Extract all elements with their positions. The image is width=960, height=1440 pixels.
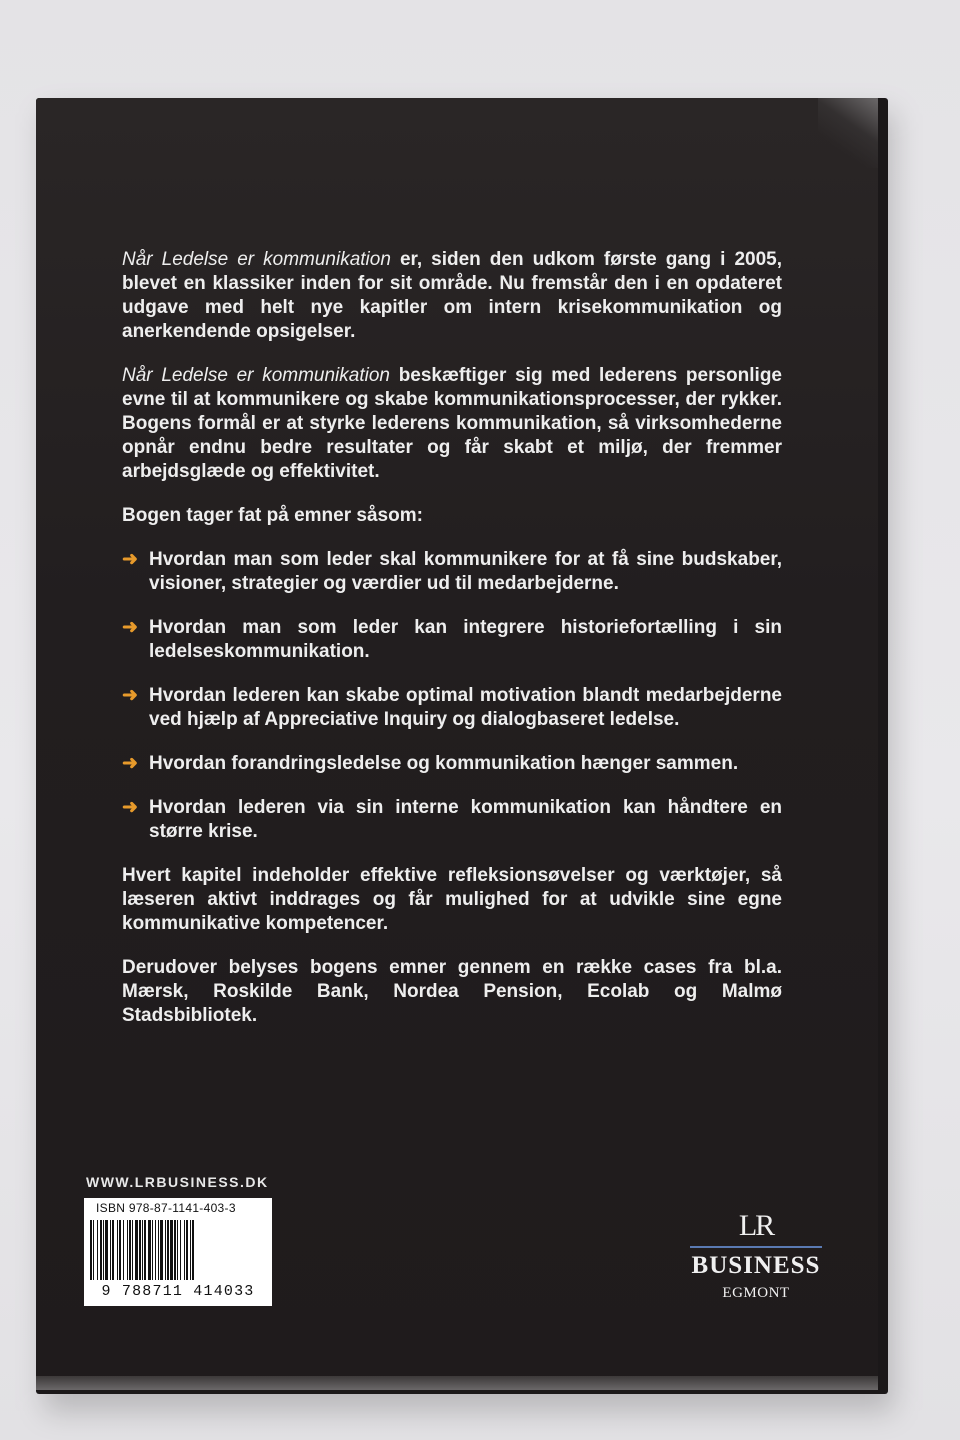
blurb-paragraph-3: Hvert kapitel indeholder effektive refleksionsøvelser og værktøjer, så læseren aktivt inddrages og får mulighed for at udvikle sine egne kommunikative kompetencer.: [122, 865, 782, 934]
blurb-paragraph-2: [122, 364, 782, 484]
publisher-website: WWW.LRBUSINESS.DK: [86, 1174, 269, 1190]
topics-intro: Bogen tager fat på emner såsom:: [122, 505, 423, 526]
arrow-icon: ➜: [122, 549, 138, 570]
arrow-icon: ➜: [122, 617, 138, 638]
blurb-text: [122, 248, 782, 1048]
ean-digits: 9 788711 414033: [101, 1283, 255, 1300]
topic-item: [122, 616, 782, 664]
blurb-paragraph-1: [122, 248, 782, 344]
topic-item: [122, 684, 782, 732]
topic-item: [122, 796, 782, 844]
arrow-icon: ➜: [122, 753, 138, 774]
barcode-icon: [88, 1220, 268, 1282]
back-cover: [36, 98, 878, 1376]
topic-text: Hvordan forandringsledelse og kommunikation hænger sammen.: [149, 753, 739, 774]
publisher-name: BUSINESS: [691, 1252, 821, 1279]
arrow-icon: ➜: [122, 685, 138, 706]
blurb-paragraph-1-text: er, siden den udkom første gang i 2005, blevet en klassiker inden for sit område. Nu fremstår den i en opdateret udgave med helt nye kapitler om intern krisekommunikation og anerkendende opsigelser.: [122, 249, 782, 342]
isbn-text: ISBN 978-87-1141-403-3: [96, 1201, 236, 1215]
topic-text: Hvordan lederen via sin interne kommunikation kan håndtere en større krise.: [149, 797, 782, 842]
barcode-label: [84, 1198, 272, 1306]
lr-logo-mark: LR: [738, 1209, 774, 1242]
book: [36, 98, 888, 1394]
publisher-logo: [686, 1210, 826, 1302]
publisher-group: EGMONT: [722, 1285, 790, 1301]
arrow-icon: ➜: [122, 797, 138, 818]
topic-item: [122, 548, 782, 596]
topic-text: Hvordan lederen kan skabe optimal motivation blandt medarbejderne ved hjælp af Appreciative Inquiry og dialogbaseret ledelse.: [149, 685, 782, 730]
book-title-italic: Når Ledelse er kommunikation: [122, 249, 391, 270]
worn-corner: [818, 98, 878, 168]
topic-text: Hvordan man som leder skal kommunikere for at få sine budskaber, visioner, strategier og værdier ud til medarbejderne.: [149, 549, 782, 594]
blurb-paragraph-4: Derudover belyses bogens emner gennem en række cases fra bl.a. Mærsk, Roskilde Bank, Nordea Pension, Ecolab og Malmø Stadsbibliotek.: [122, 957, 782, 1026]
topic-item: [122, 752, 782, 776]
book-title-italic: Når Ledelse er kommunikation: [122, 365, 390, 386]
blurb-paragraph-2-text: beskæftiger sig med lederens personlige evne til at kommunikere og skabe kommunikationsprocesser, der rykker. Bogens formål er at styrke lederens kommunikation, så virksomhederne opnår endnu bedre resultater og får skabt et miljø, der fremmer arbejdsglæde og effektivitet.: [122, 365, 782, 482]
logo-divider: [690, 1246, 822, 1248]
topic-text: Hvordan man som leder kan integrere historiefortælling i sin ledelseskommunikation.: [149, 617, 782, 662]
topics-list: [122, 548, 782, 844]
